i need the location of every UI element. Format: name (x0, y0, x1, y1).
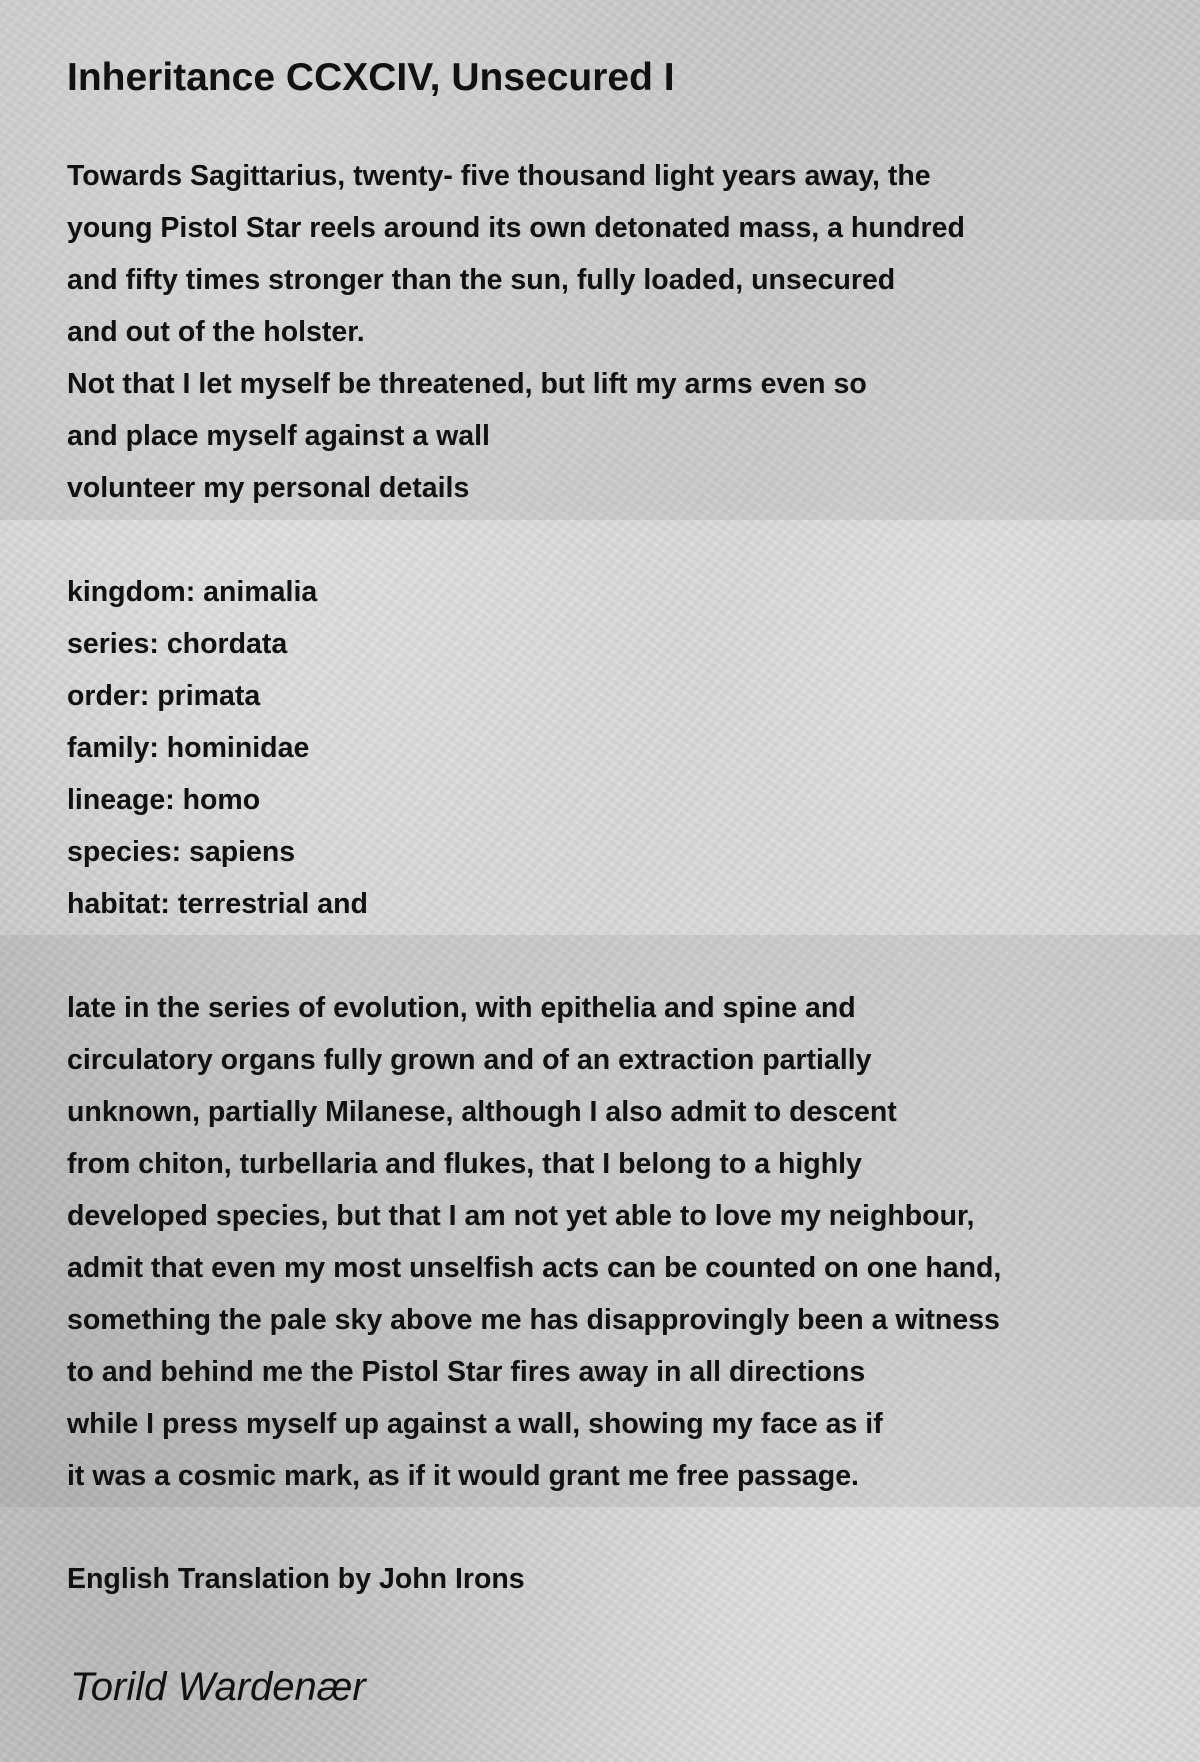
poem-line: and fifty times stronger than the sun, fully loaded, unsecured (67, 264, 896, 296)
poem-line: Not that I let myself be threatened, but lift my arms even so (67, 368, 867, 400)
translation-credit: English Translation by John Irons (67, 1563, 525, 1595)
poem-line: it was a cosmic mark, as if it would grant me free passage. (67, 1460, 859, 1492)
poem-line: circulatory organs fully grown and of an extraction partially (67, 1044, 872, 1076)
poem-line: species: sapiens (67, 836, 296, 868)
poem-line: lineage: homo (67, 784, 261, 816)
poem-line: order: primata (67, 680, 261, 712)
poem-title: Inheritance CCXCIV, Unsecured I (67, 56, 675, 99)
poem-line: admit that even my most unselfish acts can be counted on one hand, (67, 1252, 1002, 1284)
poem-line: late in the series of evolution, with epithelia and spine and (67, 992, 856, 1024)
poem-line: volunteer my personal details (67, 472, 470, 504)
poem-line: developed species, but that I am not yet able to love my neighbour, (67, 1200, 975, 1232)
poem-line: something the pale sky above me has disapprovingly been a witness (67, 1304, 1000, 1336)
author-name: Torild Wardenær (70, 1665, 366, 1709)
poem-line: young Pistol Star reels around its own detonated mass, a hundred (67, 212, 965, 244)
poem-line: kingdom: animalia (67, 576, 318, 608)
poem-line: from chiton, turbellaria and flukes, that I belong to a highly (67, 1148, 862, 1180)
poem-line: unknown, partially Milanese, although I also admit to descent (67, 1096, 897, 1128)
stanza-2 (67, 566, 368, 930)
stanza-3 (67, 982, 1001, 1502)
poem-line: series: chordata (67, 628, 288, 660)
poem-line: and out of the holster. (67, 316, 365, 348)
poem-line: family: hominidae (67, 732, 310, 764)
poem-line: while I press myself up against a wall, showing my face as if (67, 1408, 883, 1440)
poem-line: and place myself against a wall (67, 420, 490, 452)
poem-line: habitat: terrestrial and (67, 888, 368, 920)
stanza-1 (67, 150, 965, 514)
poem-line: to and behind me the Pistol Star fires away in all directions (67, 1356, 866, 1388)
poem-line: Towards Sagittarius, twenty- five thousand light years away, the (67, 160, 931, 192)
